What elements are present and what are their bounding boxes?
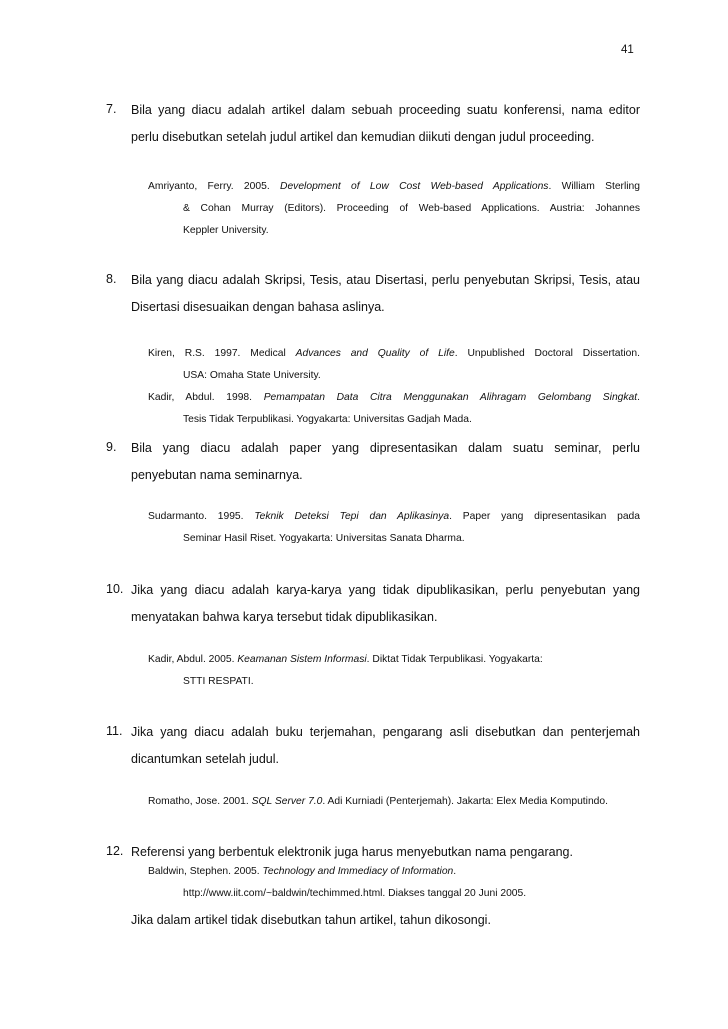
reference-entry — [148, 387, 640, 431]
item-number: 9. — [106, 440, 117, 454]
ref-title: Advances and Quality of Life — [295, 348, 455, 359]
ref-line: Tesis Tidak Terpublikasi. Yogyakarta: Universitas Gadjah Mada. — [183, 414, 472, 425]
ref-line: & Cohan Murray (Editors). Proceeding of Web-based Applications. Austria: Johannes — [183, 203, 640, 214]
note-line: Jika dalam artikel tidak disebutkan tahun artikel, tahun dikosongi. — [131, 913, 491, 927]
item-text — [131, 577, 640, 631]
item-number: 8. — [106, 272, 117, 286]
ref-line: Seminar Hasil Riset. Yogyakarta: Universitas Sanata Dharma. — [183, 533, 465, 544]
ref-title: Development of Low Cost Web-based Applications — [280, 181, 549, 192]
ref-title: Technology and Immediacy of Information — [262, 866, 454, 877]
ref-line: Kiren, R.S. 1997. Medical Advances and Quality of Life. Unpublished Doctoral Dissertation. — [148, 348, 640, 359]
item-text — [131, 719, 640, 773]
ref-title: Teknik Deteksi Tepi dan Aplikasinya — [254, 511, 450, 522]
item-number: 12. — [106, 844, 124, 858]
item-line: menyatakan bahwa karya tersebut tidak dipublikasikan. — [131, 610, 438, 624]
ref-line: Kadir, Abdul. 1998. Pemampatan Data Citra Menggunakan Alihragam Gelombang Singkat. — [148, 392, 641, 403]
item-line: Referensi yang berbentuk elektronik juga harus menyebutkan nama pengarang. — [131, 845, 573, 859]
item-line: Bila yang diacu adalah paper yang dipresentasikan dalam suatu seminar, perlu — [131, 441, 640, 455]
ref-line: Kadir, Abdul. 2005. Keamanan Sistem Informasi. Diktat Tidak Terpublikasi. Yogyakarta: — [148, 654, 543, 665]
item-note — [131, 907, 640, 934]
reference-entry — [148, 176, 640, 242]
item-number: 7. — [106, 102, 117, 116]
item-line: Bila yang diacu adalah artikel dalam sebuah proceeding suatu konferensi, nama editor — [131, 103, 640, 117]
ref-line: Keppler University. — [183, 225, 269, 236]
item-line: Disertasi disesuaikan dengan bahasa aslinya. — [131, 300, 385, 314]
item-text — [131, 267, 640, 321]
ref-title: SQL Server 7.0 — [251, 796, 323, 807]
reference-entry — [148, 506, 640, 550]
item-line: Jika yang diacu adalah karya-karya yang tidak dipublikasikan, perlu penyebutan yang — [131, 583, 640, 597]
item-line: Jika yang diacu adalah buku terjemahan, pengarang asli disebutkan dan penterjemah — [131, 725, 640, 739]
item-line: penyebutan nama seminarnya. — [131, 468, 303, 482]
ref-line: USA: Omaha State University. — [183, 370, 321, 381]
item-line: perlu disebutkan setelah judul artikel dan kemudian diikuti dengan judul proceeding. — [131, 130, 595, 144]
item-number: 11. — [106, 724, 123, 738]
reference-entry — [148, 791, 640, 813]
ref-line: Baldwin, Stephen. 2005. Technology and Immediacy of Information. — [148, 866, 457, 877]
ref-line: Amriyanto, Ferry. 2005. Development of Low Cost Web-based Applications. William Sterling — [148, 181, 641, 192]
item-number: 10. — [106, 582, 124, 596]
ref-title: Pemampatan Data Citra Menggunakan Alihragam Gelombang Singkat — [263, 392, 638, 403]
item-line: Bila yang diacu adalah Skripsi, Tesis, atau Disertasi, perlu penyebutan Skripsi, Tesis, atau — [131, 273, 640, 287]
ref-title: Keamanan Sistem Informasi — [237, 654, 367, 665]
reference-entry — [148, 861, 640, 905]
ref-line: Sudarmanto. 1995. Teknik Deteksi Tepi dan Aplikasinya. Paper yang dipresentasikan pada — [148, 511, 641, 522]
ref-line: http://www.iit.com/~baldwin/techimmed.html. Diakses tanggal 20 Juni 2005. — [183, 888, 527, 899]
item-text — [131, 435, 640, 489]
item-line: dicantumkan setelah judul. — [131, 752, 280, 766]
ref-line: STTI RESPATI. — [183, 676, 254, 687]
reference-entry — [148, 649, 640, 693]
ref-line: Romatho, Jose. 2001. SQL Server 7.0. Adi Kurniadi (Penterjemah). Jakarta: Elex Media Komputindo. — [148, 796, 608, 807]
reference-entry — [148, 343, 640, 387]
item-text — [131, 97, 640, 151]
page-number: 41 — [621, 44, 634, 56]
